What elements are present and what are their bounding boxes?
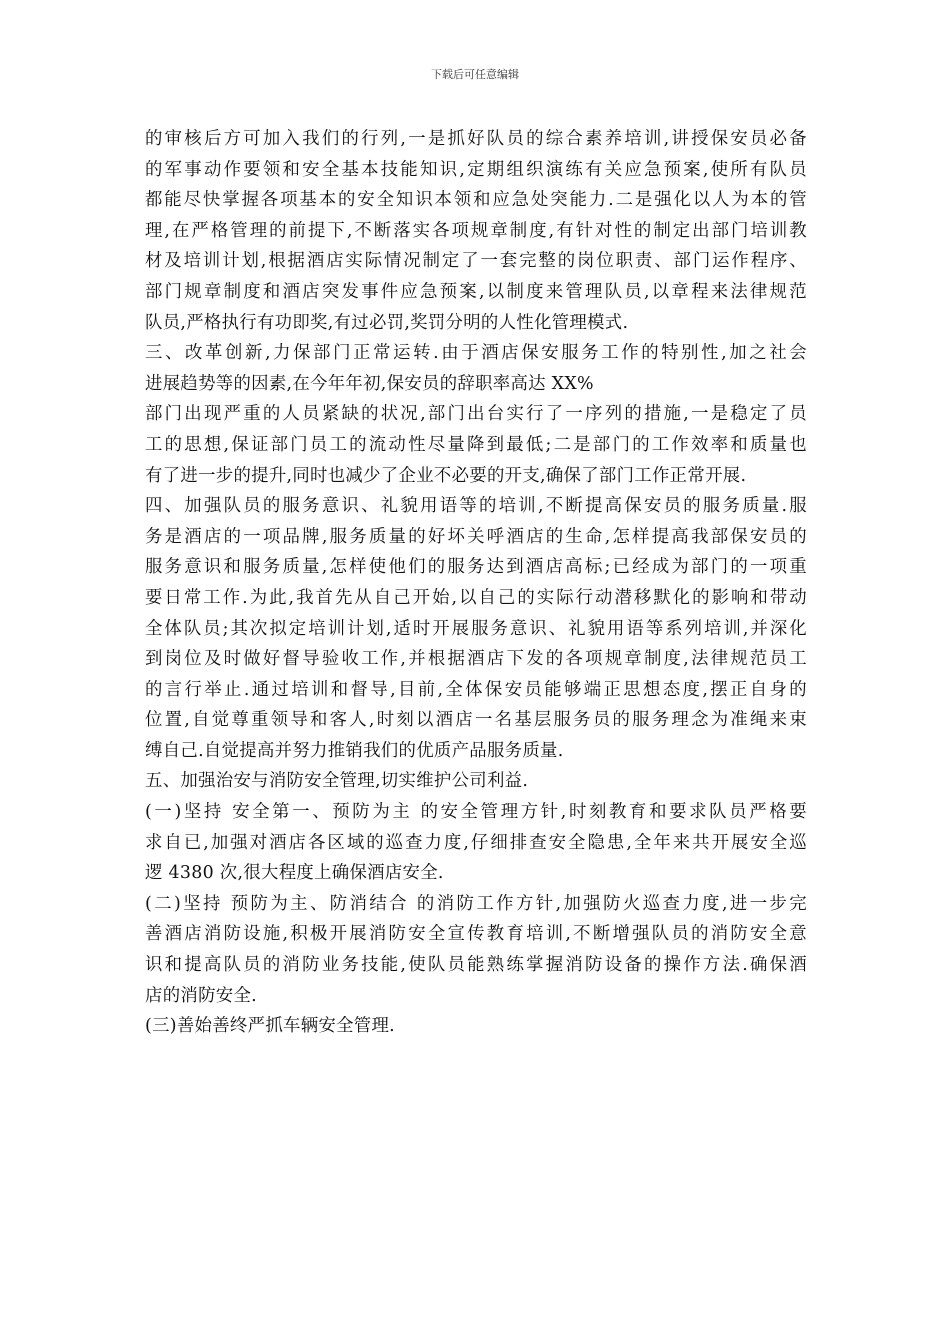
text-line: 部门规章制度和酒店突发事件应急预案,以制度来管理队员,以章程来法律规范 [145, 281, 807, 302]
paragraph [145, 491, 807, 766]
text-line: 的审核后方可加入我们的行列,一是抓好队员的综合素养培训,讲授保安员必备 [145, 129, 807, 149]
text-line: 进展趋势等的因素,在今年年初,保安员的辞职率高达 XX% [145, 373, 594, 394]
text-line: 五、加强治安与消防安全管理,切实维护公司利益. [145, 771, 529, 792]
text-line: 到岗位及时做好督导验收工作,并根据酒店下发的各项规章制度,法律规范员工 [145, 649, 807, 670]
text-line: 的言行举止.通过培训和督导,目前,全体保安员能够端正思想态度,摆正自身的 [145, 679, 807, 700]
text-line: 理,在严格管理的前提下,不断落实各项规章制度,有针对性的制定出部门培训教 [145, 220, 807, 241]
text-line: 求自已,加强对酒店各区域的巡查力度,仔细排查安全隐患,全年来共开展安全巡 [145, 832, 807, 853]
paragraph [145, 766, 807, 797]
text-line: 善酒店消防设施,积极开展消防安全宣传教育培训,不断增强队员的消防安全意 [145, 924, 807, 945]
text-line: 工的思想,保证部门员工的流动性尽量降到最低;二是部门的工作效率和质量也 [145, 434, 807, 455]
paragraph [145, 889, 807, 1011]
text-line: 三、改革创新,力保部门正常运转.由于酒店保安服务工作的特别性,加之社会 [145, 343, 807, 364]
text-line: 店的消防安全. [145, 985, 257, 1006]
text-line: 要日常工作.为此,我首先从自己开始,以自己的实际行动潜移默化的影响和带动 [145, 587, 807, 608]
text-line: 缚自己.自觉提高并努力推销我们的优质产品服务质量. [145, 740, 564, 761]
text-line: 务是酒店的一项品牌,服务质量的好坏关呼酒店的生命,怎样提高我部保安员的 [145, 526, 807, 547]
text-line: (一)坚持 安全第一、预防为主 的安全管理方针,时刻教育和要求队员严格要 [145, 802, 807, 823]
document-body [145, 124, 807, 1042]
text-line: 材及培训计划,根据酒店实际情况制定了一套完整的岗位职责、部门运作程序、 [145, 251, 807, 272]
page-header: 下载后可任意编辑 [431, 68, 519, 81]
paragraph [145, 338, 807, 399]
text-line: 服务意识和服务质量,怎样使他们的服务达到酒店高标;已经成为部门的一项重 [145, 557, 807, 578]
text-line: (二)坚持 预防为主、防消结合 的消防工作方针,加强防火巡查力度,进一步完 [145, 893, 807, 914]
text-line: 的军事动作要领和安全基本技能知识,定期组织演练有关应急预案,使所有队员 [145, 159, 807, 180]
text-line: 有了进一步的提升,同时也减少了企业不必要的开支,确保了部门工作正常开展. [145, 465, 747, 486]
text-line: 都能尽快掌握各项基本的安全知识本领和应急处突能力.二是强化以人为本的管 [145, 190, 807, 211]
text-line: 识和提高队员的消防业务技能,使队员能熟练掌握消防设备的操作方法.确保酒 [145, 955, 807, 976]
text-line: 队员,严格执行有功即奖,有过必罚,奖罚分明的人性化管理模式. [145, 312, 629, 333]
text-line: 部门出现严重的人员紧缺的状况,部门出台实行了一序列的措施,一是稳定了员 [145, 404, 807, 425]
text-line: 位置,自觉尊重领导和客人,时刻以酒店一名基层服务员的服务理念为准绳来束 [145, 710, 807, 731]
paragraph [145, 124, 807, 338]
paragraph [145, 1011, 807, 1042]
text-line: (三)善始善终严抓车辆安全管理. [145, 1016, 395, 1037]
paragraph [145, 399, 807, 491]
text-line: 全体队员;其次拟定培训计划,适时开展服务意识、礼貌用语等系列培训,并深化 [145, 618, 807, 639]
paragraph [145, 797, 807, 889]
text-line: 逻 4380 次,很大程度上确保酒店安全. [145, 863, 444, 884]
text-line: 四、加强队员的服务意识、礼貌用语等的培训,不断提高保安员的服务质量.服 [145, 496, 807, 517]
